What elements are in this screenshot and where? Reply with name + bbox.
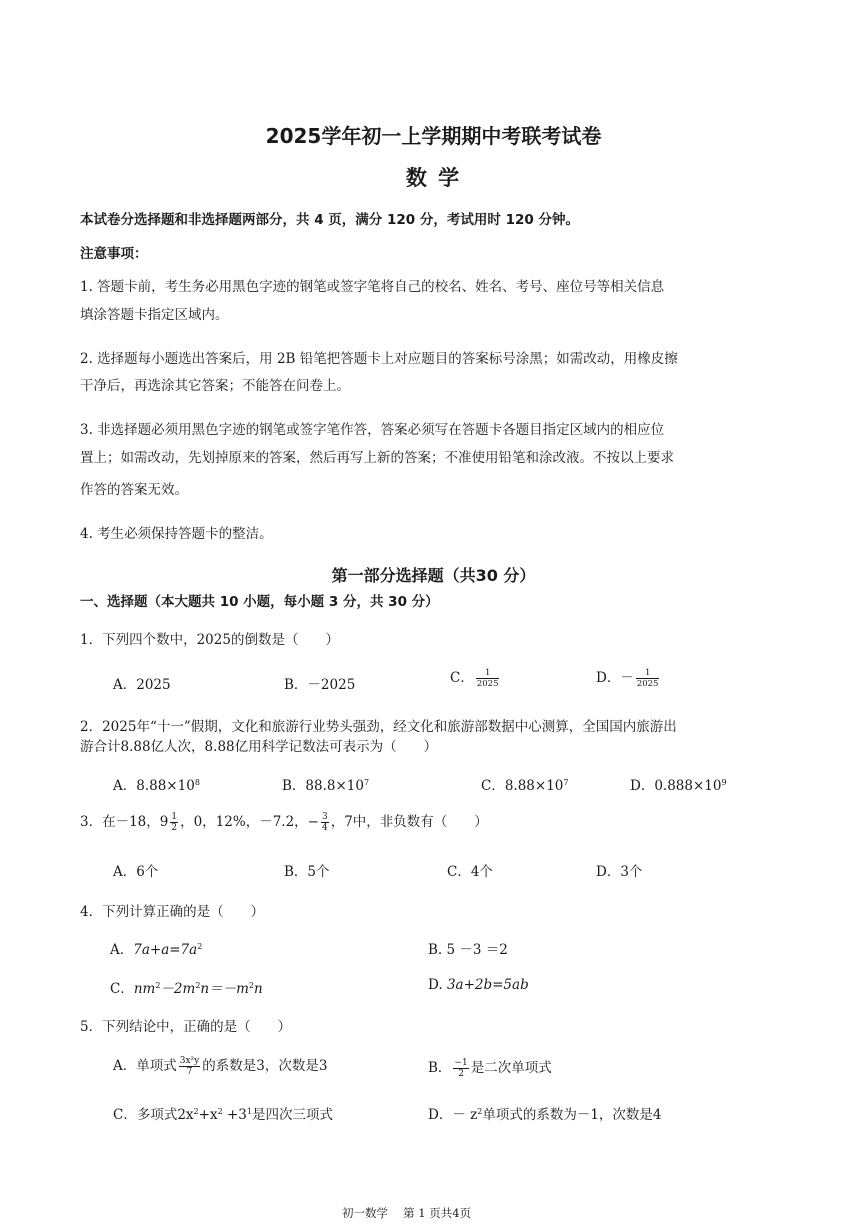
q1-d-denominator: 2025 (636, 679, 659, 689)
exam-title: 2025学年初一上学期期中考联考试卷 (265, 124, 602, 148)
q3-part-3: ，7中，非负数有（ ） (330, 814, 488, 830)
notice-2-line-1: 2. 选择题每小题选出答案后，用 2B 铅笔把答题卡上对应题目的答案标号涂黑；如需改动，用橡皮擦 (80, 351, 678, 367)
q5-c-part-3: +3 (222, 1107, 247, 1123)
q4-a-expression: 7a+a=7a (133, 942, 198, 958)
notice-2-line-2: 干净后，再选涂其它答案；不能答在问卷上。 (80, 378, 350, 394)
q5-option-c (113, 1103, 333, 1123)
q5-c-part-1: C．多项式2x (113, 1107, 194, 1123)
q4-a-exponent: 2 (197, 942, 203, 951)
q4-c-prefix: C． (110, 981, 134, 997)
q2-c-exponent: 7 (563, 778, 569, 787)
q2-a-base: A．8.88×10 (113, 778, 195, 794)
q5-a-numerator: 3x²y (179, 1056, 200, 1066)
q4-option-c (110, 977, 263, 997)
q5-d-exp-1: 2 (477, 1107, 483, 1116)
q1-option-b: B．－2025 (284, 677, 356, 693)
q5-c-exp-3: 1 (246, 1107, 252, 1116)
q5-c-part-2: +x (198, 1107, 218, 1123)
q5-a-denominator: 7 (186, 1067, 193, 1077)
q5-a-suffix: 的系数是3，次数是3 (202, 1058, 328, 1074)
q4-a-prefix: A． (110, 942, 134, 958)
q5-c-exp-1: 2 (193, 1107, 199, 1116)
q1-option-c-fraction (476, 668, 500, 689)
q1-option-c-prefix: C． (450, 670, 474, 686)
q5-b-fraction (453, 1058, 468, 1079)
q3-fraction-denominator: 4 (321, 823, 328, 833)
q2-option-b (282, 774, 369, 794)
q4-d-prefix: D. (428, 977, 443, 993)
q2-stem-line-2: 游合计8.88亿人次，8.88亿用科学记数法可表示为（ ） (80, 739, 438, 755)
notice-1-line-2: 填涂答题卡指定区域内。 (80, 307, 229, 323)
notice-4: 4. 考生必须保持答题卡的整洁。 (80, 526, 273, 542)
q4-c-term-3: n＝－m (200, 981, 249, 997)
notice-3-line-3: 作答的答案无效。 (80, 482, 188, 498)
q5-b-numerator: −1 (454, 1058, 468, 1068)
q4-c-exp-2: 2 (195, 981, 201, 990)
subject-title: 数 学 (405, 166, 462, 190)
exam-intro: 本试卷分选择题和非选择题两部分，共 4 页，满分 120 分，考试用时 120 分钟。 (80, 212, 579, 228)
q4-c-term-1: nm (133, 981, 156, 997)
q2-d-exponent: 9 (721, 778, 727, 787)
q5-option-d (428, 1103, 662, 1123)
q2-option-c (481, 774, 568, 794)
q1-option-d-prefix: D．－ (596, 670, 634, 686)
q2-stem-line-1: 2．2025年“十一”假期，文化和旅游行业势头强劲，经文化和旅游部数据中心测算，全国国内旅游出 (80, 719, 677, 735)
q1-option-a: A．2025 (113, 677, 171, 693)
q3-option-c: C．4个 (447, 864, 493, 880)
q2-b-exponent: 7 (363, 778, 370, 787)
q1-option-d (596, 666, 661, 689)
q3-mixed-denominator: 2 (171, 823, 178, 833)
q4-option-b: B. 5 －3 ＝2 (428, 942, 508, 958)
notice-3-line-2: 置上；如需改动，先划掉原来的答案，然后再写上新的答案；不准使用铅笔和涂改液。不按以上要求 (80, 450, 674, 466)
q5-a-fraction (179, 1056, 201, 1077)
notice-title: 注意事项： (80, 246, 148, 262)
q4-option-d (428, 977, 529, 993)
q4-c-term-4: n (254, 981, 263, 997)
q5-stem: 5．下列结论中，正确的是（ ） (80, 1019, 292, 1035)
q5-d-part-1: D．－ z (428, 1107, 478, 1123)
page-footer: 初一数学 第 1 页共4页 (342, 1206, 472, 1220)
q5-option-b (428, 1056, 552, 1079)
q3-stem (80, 810, 488, 833)
q2-d-base: D．0.888×10 (630, 778, 722, 794)
q5-b-suffix: 是二次单项式 (470, 1060, 552, 1076)
q2-c-base: C．8.88×10 (481, 778, 564, 794)
q3-option-a: A．6个 (113, 864, 159, 880)
q1-c-numerator: 1 (476, 668, 500, 679)
q5-b-denominator: 2 (458, 1069, 464, 1079)
q2-a-exponent: 8 (194, 778, 200, 787)
q3-part-1: 3．在－18，9 (80, 814, 169, 830)
q3-mixed-numerator: 1 (171, 812, 178, 822)
q4-c-exp-1: 2 (155, 981, 161, 990)
q1-d-numerator: 1 (636, 668, 660, 679)
q4-option-a (110, 938, 202, 958)
q2-option-d (630, 774, 727, 794)
q1-option-c (450, 666, 501, 689)
q4-d-expression: 3a+2b=5ab (446, 977, 529, 993)
q3-option-b: B．5个 (284, 864, 330, 880)
q3-mixed-fraction (170, 812, 178, 833)
q5-d-part-2: 单项式的系数为－1，次数是4 (482, 1107, 662, 1123)
q4-c-exp-3: 2 (248, 981, 255, 990)
q1-option-d-fraction (636, 668, 660, 689)
q3-fraction-numerator: 3 (321, 812, 328, 822)
section-1-heading: 一、选择题（本大题共 10 小题，每小题 3 分，共 30 分） (80, 594, 439, 610)
q1-stem: 1．下列四个数中，2025的倒数是（ ） (80, 632, 339, 648)
q4-c-term-2: －2m (160, 981, 196, 997)
section-1-title: 第一部分选择题（共30 分） (331, 566, 536, 585)
q3-fraction (321, 812, 329, 833)
q5-a-prefix: A．单项式 (113, 1058, 177, 1074)
q5-b-prefix: B． (428, 1060, 452, 1076)
q5-c-part-4: 是四次三项式 (251, 1107, 333, 1123)
q5-option-a (113, 1054, 327, 1077)
q2-option-a (113, 774, 200, 794)
notice-1-line-1: 1. 答题卡前，考生务必用黑色字迹的钢笔或签字笔将自己的校名、姓名、考号、座位号等相关信息 (80, 279, 665, 295)
notice-3-line-1: 3. 非选择题必须用黑色字迹的钢笔或签字笔作答，答案必须写在答题卡各题目指定区域内的相应位 (80, 422, 665, 438)
q3-part-2: ，0，12%，－7.2，− (180, 814, 319, 830)
q1-c-denominator: 2025 (476, 679, 499, 689)
q2-b-base: B．88.8×10 (282, 778, 364, 794)
q4-stem: 4．下列计算正确的是（ ） (80, 904, 265, 920)
q3-option-d: D．3个 (596, 864, 643, 880)
q5-c-exp-2: 2 (217, 1107, 223, 1116)
